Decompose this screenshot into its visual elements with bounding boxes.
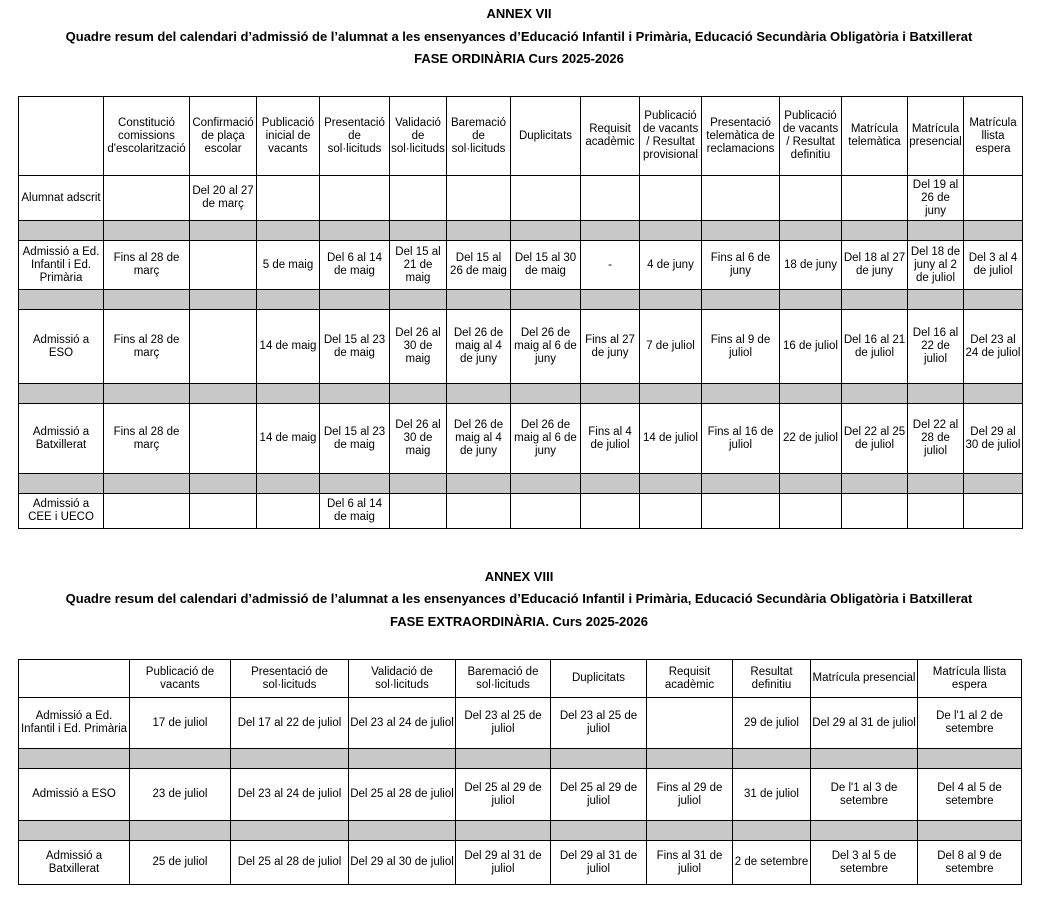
table-cell: 23 de juliol	[130, 769, 231, 821]
column-header: Presentació de sol·licituds	[320, 97, 390, 176]
table-row	[19, 494, 1023, 529]
table-cell	[257, 176, 320, 221]
separator-cell	[551, 749, 647, 769]
separator-cell	[964, 474, 1023, 494]
separator-cell	[811, 749, 918, 769]
table-cell: Del 22 al 28 de juliol	[908, 404, 964, 474]
annex-viii-subtitle: Quadre resum del calendari d’admissió de l’alumnat a les ensenyances d’Educació Infantil i Primària, Educació Secundària Obligatòria i Batxillerat	[65, 591, 973, 606]
separator-cell	[842, 474, 908, 494]
column-header: Presentació de sol·licituds	[231, 660, 349, 698]
separator-cell	[511, 474, 581, 494]
annex-viii-phase: FASE EXTRAORDINÀRIA. Curs 2025-2026	[390, 614, 648, 629]
separator-cell	[19, 821, 130, 841]
separator-cell	[702, 384, 780, 404]
column-header: Matrícula presencial	[908, 97, 964, 176]
column-header: Matrícula telemàtica	[842, 97, 908, 176]
table-cell	[640, 176, 702, 221]
separator-cell	[19, 749, 130, 769]
separator-cell	[702, 474, 780, 494]
table-cell: Del 15 al 23 de maig	[320, 404, 390, 474]
table-cell: 14 de maig	[257, 404, 320, 474]
table-cell	[190, 404, 257, 474]
separator-cell	[320, 474, 390, 494]
table-cell	[190, 241, 257, 290]
column-header: Resultat definitiu	[733, 660, 811, 698]
table-cell: Del 16 al 21 de juliol	[842, 310, 908, 384]
annex-vii-subtitle: Quadre resum del calendari d’admissió de l’alumnat a les ensenyances d’Educació Infantil i Primària, Educació Secundària Obligatòria i Batxillerat	[65, 29, 973, 44]
separator-cell	[842, 384, 908, 404]
header-row	[19, 660, 1022, 698]
separator-cell	[780, 474, 842, 494]
row-label: Admissió a ESO	[19, 310, 104, 384]
table-cell: -	[581, 241, 640, 290]
separator-cell	[647, 821, 733, 841]
table-cell	[104, 494, 190, 529]
column-header: Baremació de sol·licituds	[456, 660, 551, 698]
separator-cell	[104, 221, 190, 241]
table-cell: Del 23 al 24 de juliol	[964, 310, 1023, 384]
header-row	[19, 97, 1023, 176]
table-cell: Del 15 al 30 de maig	[511, 241, 581, 290]
table-row	[19, 310, 1023, 384]
table-cell: Del 6 al 14 de maig	[320, 494, 390, 529]
table-cell: Fins al 6 de juny	[702, 241, 780, 290]
table-cell: Del 25 al 28 de juliol	[231, 841, 349, 885]
table-cell: 16 de juliol	[780, 310, 842, 384]
table-cell: Fins al 16 de juliol	[702, 404, 780, 474]
column-header: Matrícula presencial	[811, 660, 918, 698]
table-cell	[640, 494, 702, 529]
separator-cell	[390, 290, 447, 310]
table-cell: Fins al 9 de juliol	[702, 310, 780, 384]
separator-cell	[447, 474, 511, 494]
separator-row	[19, 384, 1023, 404]
table-cell: 14 de juliol	[640, 404, 702, 474]
separator-cell	[581, 221, 640, 241]
separator-cell	[231, 821, 349, 841]
row-label: Admissió a ESO	[19, 769, 130, 821]
table-cell: Del 3 al 4 de juliol	[964, 241, 1023, 290]
table-cell: De l'1 al 3 de setembre	[811, 769, 918, 821]
separator-cell	[190, 290, 257, 310]
table-cell: Del 26 al 30 de maig	[390, 404, 447, 474]
separator-cell	[349, 821, 456, 841]
row-label: Admissió a Batxillerat	[19, 841, 130, 885]
table-cell	[702, 494, 780, 529]
separator-cell	[190, 474, 257, 494]
table-cell: 2 de setembre	[733, 841, 811, 885]
separator-cell	[702, 290, 780, 310]
row-label: Alumnat adscrit	[19, 176, 104, 221]
separator-cell	[190, 221, 257, 241]
table-cell	[104, 176, 190, 221]
table-cell	[581, 494, 640, 529]
extraordinary-phase-table	[18, 659, 1022, 885]
table-cell	[390, 494, 447, 529]
table-cell	[842, 176, 908, 221]
separator-cell	[19, 474, 104, 494]
separator-cell	[456, 821, 551, 841]
column-header: Publicació de vacants / Resultat definitiu	[780, 97, 842, 176]
table-cell	[190, 494, 257, 529]
separator-cell	[320, 221, 390, 241]
table-cell: Del 26 de maig al 4 de juny	[447, 310, 511, 384]
separator-row	[19, 821, 1022, 841]
separator-cell	[702, 221, 780, 241]
table-cell: Fins al 28 de març	[104, 404, 190, 474]
separator-cell	[640, 221, 702, 241]
separator-cell	[349, 749, 456, 769]
table-cell	[780, 494, 842, 529]
separator-cell	[551, 821, 647, 841]
column-header: Duplicitats	[511, 97, 581, 176]
separator-cell	[908, 384, 964, 404]
table-cell: Del 16 al 22 de juliol	[908, 310, 964, 384]
table-cell: Fins al 29 de juliol	[647, 769, 733, 821]
table-cell	[908, 494, 964, 529]
separator-cell	[842, 290, 908, 310]
table-cell: Del 23 al 24 de juliol	[231, 769, 349, 821]
table-cell: 31 de juliol	[733, 769, 811, 821]
separator-cell	[780, 221, 842, 241]
table-cell	[702, 176, 780, 221]
column-header: Matrícula llista espera	[918, 660, 1022, 698]
table-cell: Del 23 al 25 de juliol	[456, 698, 551, 749]
separator-row	[19, 221, 1023, 241]
separator-cell	[908, 221, 964, 241]
annex-vii-phase: FASE ORDINÀRIA Curs 2025-2026	[414, 51, 624, 66]
separator-cell	[964, 221, 1023, 241]
table-cell	[647, 698, 733, 749]
table-cell: Del 26 de maig al 4 de juny	[447, 404, 511, 474]
table-cell: Del 22 al 25 de juliol	[842, 404, 908, 474]
separator-row	[19, 474, 1023, 494]
table-cell: Del 26 de maig al 6 de juny	[511, 404, 581, 474]
column-header: Confirmació de plaça escolar	[190, 97, 257, 176]
table-cell	[842, 494, 908, 529]
separator-cell	[733, 821, 811, 841]
separator-cell	[130, 749, 231, 769]
table-cell: Fins al 28 de març	[104, 241, 190, 290]
table-row	[19, 241, 1023, 290]
separator-cell	[390, 384, 447, 404]
separator-cell	[190, 384, 257, 404]
table-cell	[447, 176, 511, 221]
separator-cell	[511, 290, 581, 310]
separator-cell	[964, 384, 1023, 404]
ordinary-phase-table	[18, 96, 1023, 529]
table-cell: Del 18 de juny al 2 de juliol	[908, 241, 964, 290]
separator-cell	[581, 290, 640, 310]
separator-cell	[104, 384, 190, 404]
table-cell: Del 19 al 26 de juny	[908, 176, 964, 221]
annex-viii-title: ANNEX VIII	[484, 569, 554, 584]
table-cell: Del 3 al 5 de setembre	[811, 841, 918, 885]
table-cell: 17 de juliol	[130, 698, 231, 749]
column-header: Validació de sol·licituds	[390, 97, 447, 176]
table-cell: 4 de juny	[640, 241, 702, 290]
table-cell: Del 26 de maig al 6 de juny	[511, 310, 581, 384]
table-cell: 18 de juny	[780, 241, 842, 290]
separator-cell	[390, 474, 447, 494]
table-cell	[447, 494, 511, 529]
table-row	[19, 769, 1022, 821]
separator-cell	[640, 290, 702, 310]
column-header: Constitució comissions d'escolarització	[104, 97, 190, 176]
column-header: Validació de sol·licituds	[349, 660, 456, 698]
table-cell: 14 de maig	[257, 310, 320, 384]
table-cell: Del 20 al 27 de març	[190, 176, 257, 221]
separator-cell	[19, 221, 104, 241]
separator-row	[19, 290, 1023, 310]
table-cell: Fins al 31 de juliol	[647, 841, 733, 885]
table-cell	[190, 310, 257, 384]
table-cell: Del 23 al 24 de juliol	[349, 698, 456, 749]
table-cell: De l'1 al 2 de setembre	[918, 698, 1022, 749]
separator-cell	[104, 474, 190, 494]
separator-cell	[447, 384, 511, 404]
separator-cell	[257, 474, 320, 494]
separator-cell	[257, 384, 320, 404]
annex-vii-title: ANNEX VII	[486, 6, 552, 21]
table-row	[19, 404, 1023, 474]
table-cell	[320, 176, 390, 221]
separator-cell	[964, 290, 1023, 310]
table-cell: Del 23 al 25 de juliol	[551, 698, 647, 749]
row-label: Admissió a Batxillerat	[19, 404, 104, 474]
table-cell	[511, 494, 581, 529]
table-cell: Del 15 al 23 de maig	[320, 310, 390, 384]
separator-cell	[456, 749, 551, 769]
table-cell: Del 25 al 28 de juliol	[349, 769, 456, 821]
table-cell: Fins al 4 de juliol	[581, 404, 640, 474]
table-cell: Del 18 al 27 de juny	[842, 241, 908, 290]
separator-cell	[640, 474, 702, 494]
table-cell: Del 8 al 9 de setembre	[918, 841, 1022, 885]
table-cell	[581, 176, 640, 221]
table-cell: Del 25 al 29 de juliol	[456, 769, 551, 821]
column-header: Baremació de sol·licituds	[447, 97, 511, 176]
separator-cell	[733, 749, 811, 769]
table-cell: Del 29 al 31 de juliol	[811, 698, 918, 749]
separator-cell	[780, 384, 842, 404]
table-cell: Del 26 al 30 de maig	[390, 310, 447, 384]
row-label: Admissió a Ed. Infantil i Ed. Primària	[19, 241, 104, 290]
separator-cell	[320, 290, 390, 310]
row-label: Admissió a Ed. Infantil i Ed. Primària	[19, 698, 130, 749]
column-header: Requisit acadèmic	[581, 97, 640, 176]
column-header: Publicació inicial de vacants	[257, 97, 320, 176]
column-header	[19, 97, 104, 176]
column-header: Duplicitats	[551, 660, 647, 698]
separator-cell	[320, 384, 390, 404]
separator-cell	[104, 290, 190, 310]
separator-cell	[842, 221, 908, 241]
table-cell	[964, 494, 1023, 529]
row-label: Admissió a CEE i UECO	[19, 494, 104, 529]
table-cell: Del 29 al 30 de juliol	[349, 841, 456, 885]
table-cell: 25 de juliol	[130, 841, 231, 885]
separator-cell	[511, 384, 581, 404]
table-cell: 7 de juliol	[640, 310, 702, 384]
table-row	[19, 841, 1022, 885]
table-row	[19, 176, 1023, 221]
table-cell: Del 15 al 26 de maig	[447, 241, 511, 290]
separator-cell	[130, 821, 231, 841]
separator-cell	[640, 384, 702, 404]
table-cell: Del 15 al 21 de maig	[390, 241, 447, 290]
table-cell: Del 6 al 14 de maig	[320, 241, 390, 290]
table-cell: Fins al 27 de juny	[581, 310, 640, 384]
separator-cell	[231, 749, 349, 769]
column-header: Publicació de vacants	[130, 660, 231, 698]
column-header: Matrícula llista espera	[964, 97, 1023, 176]
table-cell: 29 de juliol	[733, 698, 811, 749]
separator-cell	[647, 749, 733, 769]
column-header	[19, 660, 130, 698]
column-header: Presentació telemàtica de reclamacions	[702, 97, 780, 176]
separator-row	[19, 749, 1022, 769]
separator-cell	[908, 474, 964, 494]
table-cell: Del 29 al 31 de juliol	[551, 841, 647, 885]
table-cell	[257, 494, 320, 529]
separator-cell	[19, 384, 104, 404]
table-cell: Del 17 al 22 de juliol	[231, 698, 349, 749]
table-cell	[390, 176, 447, 221]
separator-cell	[811, 821, 918, 841]
separator-cell	[918, 749, 1022, 769]
column-header: Publicació de vacants / Resultat provisional	[640, 97, 702, 176]
separator-cell	[390, 221, 447, 241]
separator-cell	[511, 221, 581, 241]
table-row	[19, 698, 1022, 749]
separator-cell	[918, 821, 1022, 841]
table-cell: Del 4 al 5 de setembre	[918, 769, 1022, 821]
separator-cell	[257, 221, 320, 241]
separator-cell	[447, 221, 511, 241]
separator-cell	[780, 290, 842, 310]
table-cell: 22 de juliol	[780, 404, 842, 474]
separator-cell	[581, 384, 640, 404]
separator-cell	[581, 474, 640, 494]
table-cell: Del 29 al 31 de juliol	[456, 841, 551, 885]
table-cell: Fins al 28 de març	[104, 310, 190, 384]
table-cell	[964, 176, 1023, 221]
separator-cell	[447, 290, 511, 310]
separator-cell	[19, 290, 104, 310]
separator-cell	[257, 290, 320, 310]
table-cell	[511, 176, 581, 221]
separator-cell	[908, 290, 964, 310]
table-cell: Del 25 al 29 de juliol	[551, 769, 647, 821]
table-cell	[780, 176, 842, 221]
column-header: Requisit acadèmic	[647, 660, 733, 698]
table-cell: 5 de maig	[257, 241, 320, 290]
table-cell: Del 29 al 30 de juliol	[964, 404, 1023, 474]
